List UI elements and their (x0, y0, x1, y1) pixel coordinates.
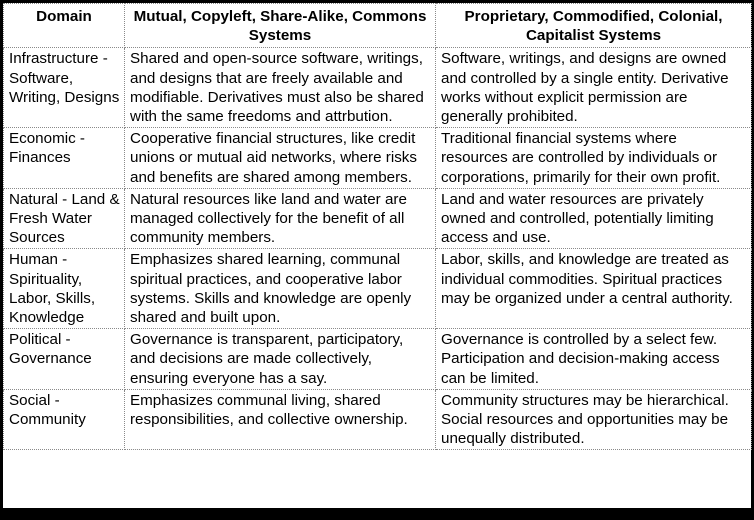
header-commons-systems: Mutual, Copyleft, Share-Alike, Commons Systems (125, 4, 436, 48)
cell-commons: Emphasizes communal living, shared responsibilities, and collective ownership. (125, 389, 436, 450)
cell-proprietary: Land and water resources are privately owned and controlled, potentially limiting access and use. (436, 188, 752, 249)
header-proprietary-systems: Proprietary, Commodified, Colonial, Capitalist Systems (436, 4, 752, 48)
table-row (4, 188, 752, 249)
cell-proprietary: Software, writings, and designs are owned and controlled by a single entity. Derivative works without explicit permission are generally prohibited. (436, 48, 752, 128)
table-row (4, 389, 752, 450)
cell-proprietary: Labor, skills, and knowledge are treated as individual commodities. Spiritual practices may be organized under a central authority. (436, 249, 752, 329)
cell-proprietary: Community structures may be hierarchical. Social resources and opportunities may be unequally distributed. (436, 389, 752, 450)
cell-domain: Economic - Finances (4, 128, 125, 189)
header-domain: Domain (4, 4, 125, 48)
cell-commons: Cooperative financial structures, like credit unions or mutual aid networks, where risks and benefits are shared among members. (125, 128, 436, 189)
cell-domain: Human - Spirituality, Labor, Skills, Knowledge (4, 249, 125, 329)
cell-domain: Political - Governance (4, 329, 125, 390)
cell-proprietary: Governance is controlled by a select few. Participation and decision-making access can be limited. (436, 329, 752, 390)
table-row (4, 249, 752, 329)
comparison-table (3, 3, 752, 450)
cell-domain: Social - Community (4, 389, 125, 450)
cell-commons: Natural resources like land and water are managed collectively for the benefit of all community members. (125, 188, 436, 249)
cell-proprietary: Traditional financial systems where resources are controlled by individuals or corporations, primarily for their own profit. (436, 128, 752, 189)
table-row (4, 128, 752, 189)
cell-commons: Shared and open-source software, writings, and designs that are freely available and modifiable. Derivatives must also be shared with the same freedoms and attrbution. (125, 48, 436, 128)
cell-commons: Governance is transparent, participatory, and decisions are made collectively, ensuring everyone has a say. (125, 329, 436, 390)
cell-domain: Natural - Land & Fresh Water Sources (4, 188, 125, 249)
table-row (4, 329, 752, 390)
cell-commons: Emphasizes shared learning, communal spiritual practices, and cooperative labor systems. Skills and knowledge are openly shared and built upon. (125, 249, 436, 329)
cell-domain: Infrastructure - Software, Writing, Designs (4, 48, 125, 128)
comparison-document (3, 3, 751, 508)
table-header-row (4, 4, 752, 48)
table-row (4, 48, 752, 128)
